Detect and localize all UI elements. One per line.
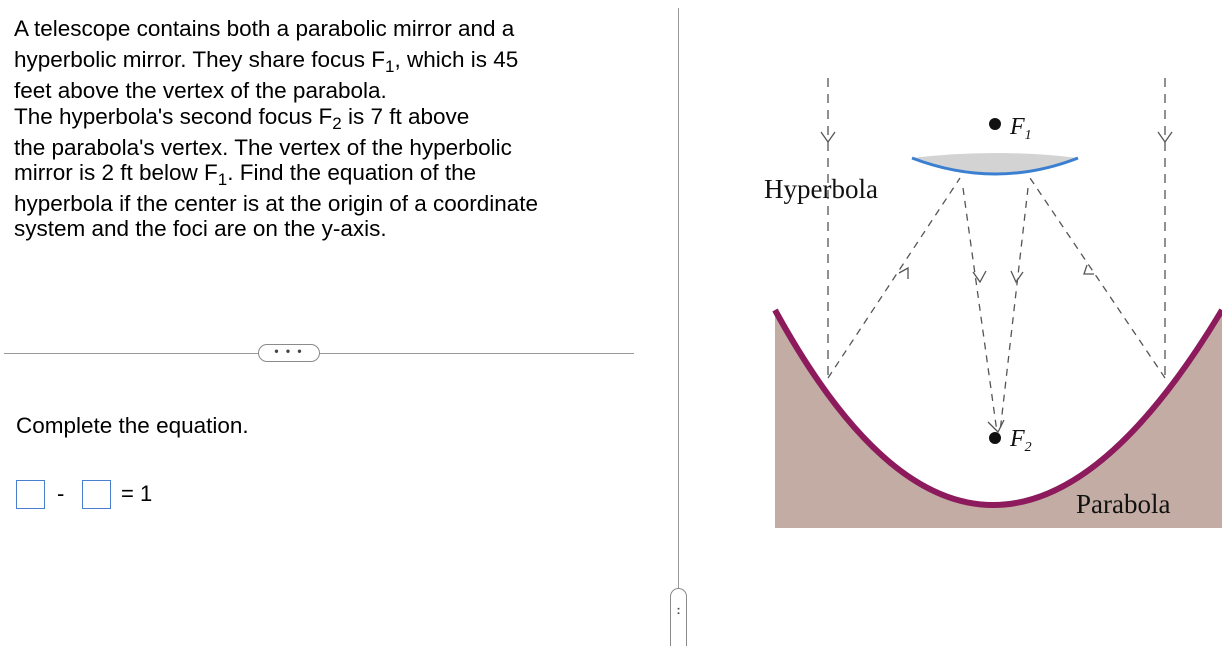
problem-line <box>14 159 634 189</box>
problem-text: feet above the vertex of the parabola. <box>14 78 387 104</box>
problem-line <box>14 191 634 216</box>
answer-box-1[interactable] <box>16 480 45 509</box>
focus-f1-point <box>989 118 1001 130</box>
reflected-ray-right <box>1030 178 1165 378</box>
parabola-label: Parabola <box>1076 489 1171 519</box>
f1-label: $F_1$ <box>1010 114 1032 143</box>
panel-splitter-line <box>678 8 679 588</box>
subscript: 1 <box>384 57 395 77</box>
hyperbolic-mirror <box>912 153 1078 174</box>
hyperbola-label: Hyperbola <box>764 174 878 204</box>
minus-sign: - <box>57 481 65 506</box>
problem-text: . Find the equation of the <box>227 159 477 185</box>
problem-text: , which is 45 <box>394 47 519 73</box>
f2-label: $F_2$ <box>1010 426 1032 455</box>
arrowhead <box>899 268 908 279</box>
focus-f2-point <box>989 432 1001 444</box>
prompt-text: Complete the equation. <box>16 413 249 438</box>
problem-line <box>14 16 634 41</box>
problem-text: the parabola's vertex. The vertex of the hyperbolic <box>14 134 512 160</box>
focused-ray-left <box>963 188 997 432</box>
problem-line <box>14 216 634 241</box>
answer-box-2[interactable] <box>82 480 111 509</box>
equals-one: = 1 <box>121 481 153 506</box>
panel-resize-handle[interactable]: : <box>670 588 687 646</box>
problem-line <box>14 135 634 160</box>
problem-line <box>14 78 634 103</box>
arrowhead <box>1011 271 1023 282</box>
problem-text: The hyperbola's second focus F <box>14 103 333 129</box>
focused-ray-right <box>1000 188 1028 432</box>
telescope-diagram <box>760 60 1222 530</box>
arrowhead <box>973 271 986 282</box>
subscript: 1 <box>217 169 228 189</box>
problem-text: is 7 ft above <box>341 103 470 129</box>
problem-text: A telescope contains both a parabolic mirror and a <box>14 16 515 41</box>
problem-text: hyperbolic mirror. They share focus F <box>14 47 385 73</box>
problem-statement <box>14 16 634 242</box>
problem-line <box>14 47 634 77</box>
problem-line <box>14 103 634 133</box>
problem-text: mirror is 2 ft below F <box>14 159 218 185</box>
expand-more-button[interactable]: • • • <box>258 344 320 362</box>
telescope-svg <box>760 60 1222 530</box>
problem-text: hyperbola if the center is at the origin of a coordinate <box>14 191 539 217</box>
reflected-ray-left <box>828 178 960 378</box>
subscript: 2 <box>332 113 342 133</box>
problem-text: system and the foci are on the y-axis. <box>14 216 387 242</box>
